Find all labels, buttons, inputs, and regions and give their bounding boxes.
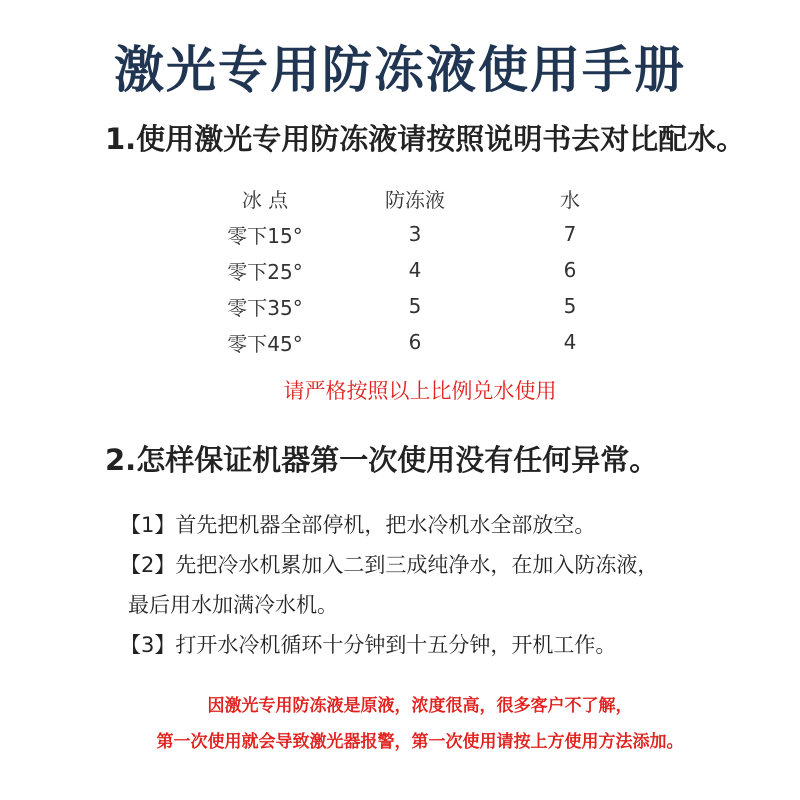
step-3: 【3】打开水冷机循环十分钟到十五分钟，开机工作。 <box>120 633 617 657</box>
cell-antifreeze: 4 <box>408 258 422 282</box>
table-row <box>215 216 625 252</box>
step-2-continued: 最后用水加满冷水机。 <box>128 593 338 617</box>
ratio-warning-note: 请严格按照以上比例兑水使用 <box>283 379 557 403</box>
cell-freezing-point: 零下25° <box>227 259 303 284</box>
cell-water: 4 <box>563 330 577 354</box>
header-freezing-point: 冰 点 <box>241 187 289 212</box>
table-row <box>215 288 625 324</box>
section1-heading: 1.使用激光专用防冻液请按照说明书去对比配水。 <box>105 122 746 156</box>
steps-list <box>120 505 760 665</box>
step-2: 【2】先把冷水机累加入二到三成纯净水，在加入防冻液， <box>120 553 659 577</box>
cell-freezing-point: 零下35° <box>227 295 303 320</box>
cell-water: 6 <box>563 258 577 282</box>
footer-line-2: 第一次使用就会导致激光器报警，第一次使用请按上方使用方法添加。 <box>156 732 684 752</box>
page-title: 激光专用防冻液使用手册 <box>114 41 686 99</box>
footer-line-1: 因激光专用防冻液是原液，浓度很高，很多客户不了解， <box>207 696 633 716</box>
footer-warning <box>0 688 800 760</box>
cell-water: 5 <box>563 294 577 318</box>
cell-freezing-point: 零下15° <box>227 223 303 248</box>
header-antifreeze: 防冻液 <box>385 187 445 212</box>
section2-heading: 2.怎样保证机器第一次使用没有任何异常。 <box>105 443 659 477</box>
cell-freezing-point: 零下45° <box>227 331 303 356</box>
table-row <box>215 252 625 288</box>
cell-antifreeze: 3 <box>408 222 422 246</box>
cell-antifreeze: 5 <box>408 294 422 318</box>
cell-antifreeze: 6 <box>408 330 422 354</box>
step-1: 【1】首先把机器全部停机，把水冷机水全部放空。 <box>120 513 596 537</box>
ratio-table <box>215 180 625 360</box>
table-row <box>215 324 625 360</box>
cell-water: 7 <box>563 222 577 246</box>
header-water: 水 <box>560 187 580 212</box>
table-header-row <box>215 180 625 216</box>
